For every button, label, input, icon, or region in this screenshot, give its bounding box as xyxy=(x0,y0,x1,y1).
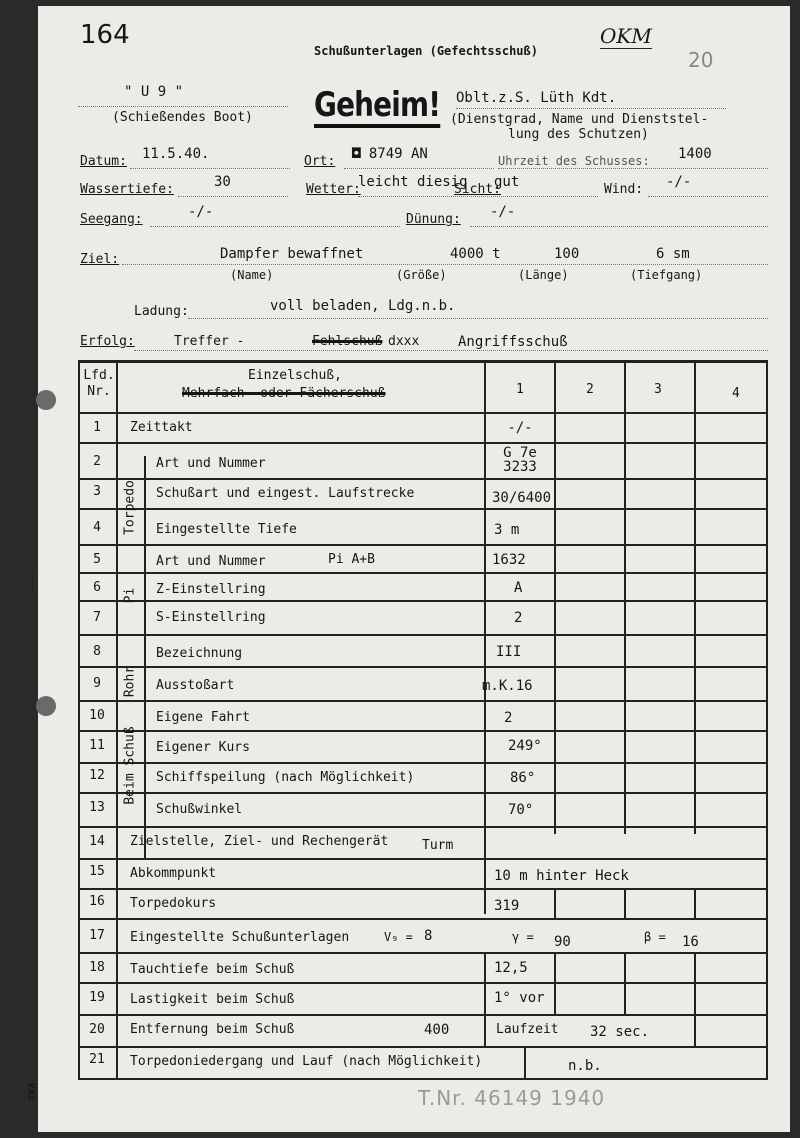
row20-laufzeit-label: Laufzeit xyxy=(496,1022,559,1037)
row-label: Schiffspeilung (nach Möglichkeit) xyxy=(156,770,415,785)
header-col-1: 1 xyxy=(516,382,524,397)
group-label-torpedo: Torpedo xyxy=(122,480,138,535)
value-col1: -/- xyxy=(507,420,533,436)
row21-divider xyxy=(524,1046,526,1080)
row2-line-lfd xyxy=(78,478,116,480)
table-right-border xyxy=(766,360,768,1080)
row-nr: 8 xyxy=(93,644,101,659)
value-col1: 12,5 xyxy=(494,960,528,976)
margin-tick xyxy=(32,572,33,592)
value-col1: 1632 xyxy=(492,552,526,568)
header-bottom-line xyxy=(78,412,768,414)
uhrzeit-label: Uhrzeit des Schusses: xyxy=(498,154,650,168)
row-label: Ausstoßart xyxy=(156,678,235,693)
row-nr: 2 xyxy=(93,454,101,469)
ziel-tiefgang: 6 sm xyxy=(656,246,690,262)
header-col-4: 4 xyxy=(732,386,740,401)
ziel-label: Ziel: xyxy=(80,252,120,267)
ziel-laenge: 100 xyxy=(554,246,580,262)
seegang-dots xyxy=(150,226,400,227)
row-nr: 19 xyxy=(89,990,105,1005)
row-nr: 21 xyxy=(89,1052,105,1067)
row17-beta-label: β = xyxy=(644,930,666,944)
row-label: Art und Nummer xyxy=(156,456,266,471)
row-label: S-Einstellring xyxy=(156,610,266,625)
row5-line xyxy=(78,572,768,574)
sicht-dots xyxy=(358,196,598,197)
sicht-value: gut xyxy=(494,174,520,190)
seegang-value: -/- xyxy=(188,204,214,220)
commander-dots xyxy=(456,108,726,109)
row-nr: 10 xyxy=(89,708,105,723)
row10-line xyxy=(78,730,768,732)
row14-line xyxy=(78,858,768,860)
document-sheet xyxy=(27,6,790,1132)
group-label-beim-schuss: Beim Schuß xyxy=(122,726,138,805)
row15-line xyxy=(78,888,768,890)
row-nr: 1 xyxy=(93,420,101,435)
ziel-groesse: 4000 t xyxy=(450,246,501,262)
row-label: Bezeichnung xyxy=(156,646,243,661)
row-label: Eingestellte Tiefe xyxy=(156,522,297,537)
row-nr: 15 xyxy=(89,864,105,879)
commander-caption-1: (Dienstgrad, Name und Dienststel- xyxy=(450,112,709,127)
ladung-value: voll beladen, Ldg.n.b. xyxy=(270,298,456,314)
row16-divider-3 xyxy=(694,888,696,918)
erfolg-label: Erfolg: xyxy=(80,334,135,349)
value-col1: 1° vor xyxy=(494,990,545,1006)
row-label: Eigene Fahrt xyxy=(156,710,250,725)
table-col-divider-lfd xyxy=(116,360,118,1080)
punch-hole-bottom xyxy=(36,696,56,716)
row3-line xyxy=(78,508,768,510)
header-col-3: 3 xyxy=(654,382,662,397)
row16-divider xyxy=(554,888,556,918)
ort-value: ◘ 8749 AN xyxy=(352,146,428,162)
secret-stamp: Geheim! xyxy=(314,86,440,128)
seegang-label: Seegang: xyxy=(80,212,143,227)
value-col1: 10 m hinter Heck xyxy=(494,868,629,884)
duenung-value: -/- xyxy=(490,204,516,220)
commander-value: Oblt.z.S. Lüth Kdt. xyxy=(456,90,617,106)
ort-label: Ort: xyxy=(304,154,336,169)
row-nr: 14 xyxy=(89,834,105,849)
value-col1: 2 xyxy=(504,710,513,726)
row-label: Schußwinkel xyxy=(156,802,243,817)
row-label: Eigener Kurs xyxy=(156,740,250,755)
value-col1: n.b. xyxy=(568,1058,602,1074)
row-nr: 18 xyxy=(89,960,105,975)
form-title: Schußunterlagen (Gefechtsschuß) xyxy=(314,44,538,58)
row17-beta-value: 16 xyxy=(682,934,699,950)
row17-gamma-value: 90 xyxy=(554,934,571,950)
value-col1: 319 xyxy=(494,898,520,914)
wassertiefe-value: 30 xyxy=(214,174,231,190)
row-nr: 3 xyxy=(93,484,101,499)
handwritten-mark: OKM xyxy=(600,24,652,48)
row-label: Art und Nummer xyxy=(156,554,266,569)
row-label: Torpedoniedergang und Lauf (nach Möglichkeit) xyxy=(130,1054,483,1069)
row-nr: 9 xyxy=(93,676,101,691)
wind-label: Wind: xyxy=(604,182,644,197)
punch-hole-top xyxy=(36,390,56,410)
boat-caption: (Schießendes Boot) xyxy=(112,110,253,125)
wassertiefe-label: Wassertiefe: xyxy=(80,182,174,197)
row-label: Entfernung beim Schuß xyxy=(130,1022,295,1037)
value-col1: 3 m xyxy=(494,522,520,538)
ladung-dots xyxy=(188,318,768,319)
row18-line xyxy=(78,982,768,984)
erfolg-xxx: dxxx xyxy=(388,334,420,349)
row-label: Lastigkeit beim Schuß xyxy=(130,992,295,1007)
row11-line xyxy=(78,762,768,764)
row20-line xyxy=(78,1046,768,1048)
value-col1: G 7e 3233 xyxy=(503,445,537,475)
row20-divider-1 xyxy=(484,1014,486,1046)
caption-tiefgang: (Tiefgang) xyxy=(630,268,703,282)
table-top-border xyxy=(78,360,768,363)
wetter-label: Wetter: xyxy=(306,182,361,197)
row-nr: 13 xyxy=(89,800,105,815)
value-col1: 70° xyxy=(508,802,534,818)
uhrzeit-dots xyxy=(498,168,768,169)
row12-line xyxy=(78,792,768,794)
row-label: Z-Einstellring xyxy=(156,582,266,597)
row-label: Schußart und eingest. Laufstrecke xyxy=(156,486,415,501)
row13-line xyxy=(78,826,768,828)
erfolg-dots xyxy=(134,350,768,351)
group-col-divider xyxy=(144,456,146,860)
page-number: 164 xyxy=(80,20,130,50)
row-nr: 6 xyxy=(93,580,101,595)
value-col1: 86° xyxy=(510,770,536,786)
row16-line xyxy=(78,918,768,920)
row-nr: 4 xyxy=(93,520,101,535)
header-einzelschuss-struck: Mehrfach- oder Fächerschuß xyxy=(182,386,386,401)
table-bottom-line xyxy=(78,1078,768,1080)
row4-line xyxy=(78,544,768,546)
caption-laenge: (Länge) xyxy=(518,268,569,282)
row-label: Abkommpunkt xyxy=(130,866,217,881)
header-lfd: Lfd. Nr. xyxy=(83,368,115,399)
ziel-name: Dampfer bewaffnet xyxy=(220,246,364,262)
row-nr: 12 xyxy=(89,768,105,783)
header-einzelschuss: Einzelschuß, xyxy=(248,368,342,383)
header-col-2: 2 xyxy=(586,382,594,397)
datum-value: 11.5.40. xyxy=(142,146,210,162)
row7-line xyxy=(78,634,768,636)
row-nr: 7 xyxy=(93,610,101,625)
sheet-number: 20 xyxy=(688,48,714,72)
row-nr: 20 xyxy=(89,1022,105,1037)
duenung-label: Dünung: xyxy=(406,212,461,227)
row20-divider-3 xyxy=(694,1014,696,1046)
row20-laufzeit-value: 32 sec. xyxy=(590,1024,650,1040)
wassertiefe-dots xyxy=(178,196,288,197)
caption-groesse: (Größe) xyxy=(396,268,447,282)
archive-stamp: T.Nr. 46149 1940 xyxy=(418,1086,606,1110)
row-nr: 11 xyxy=(89,738,105,753)
value-col1: 30/6400 xyxy=(492,490,552,506)
value-col1: A xyxy=(514,580,523,596)
row17-line xyxy=(78,952,768,954)
datum-label: Datum: xyxy=(80,154,127,169)
datum-dots xyxy=(130,168,290,169)
row-nr: 16 xyxy=(89,894,105,909)
row1-line xyxy=(78,442,768,444)
row17-v-label: V₉ = xyxy=(384,930,413,944)
row-nr: 5 xyxy=(93,552,101,567)
value-col1: m.K.16 xyxy=(482,678,533,694)
boat-value: " U 9 " xyxy=(124,84,184,100)
row-label: Tauchtiefe beim Schuß xyxy=(130,962,295,977)
duenung-dots xyxy=(470,226,768,227)
caption-name: (Name) xyxy=(230,268,274,282)
row9-line xyxy=(78,700,768,702)
row-extra: Turm xyxy=(422,838,454,853)
boat-dots xyxy=(78,106,288,107)
ladung-label: Ladung: xyxy=(134,304,189,319)
value-col1: 249° xyxy=(508,738,542,754)
row-label: Zeittakt xyxy=(130,420,193,435)
margin-text: TKA xyxy=(27,1082,39,1101)
row-label: Zielstelle, Ziel- und Rechengerät xyxy=(130,834,389,849)
group-label-pi: Pi xyxy=(122,587,138,604)
row-label: Torpedokurs xyxy=(130,896,217,911)
group-label-rohr: Rohr xyxy=(122,665,138,698)
wind-value: -/- xyxy=(666,174,692,190)
row-nr: 17 xyxy=(89,928,105,943)
wetter-value: leicht diesig xyxy=(358,174,468,190)
row19-line xyxy=(78,1014,768,1016)
row-label: Eingestellte Schußunterlagen xyxy=(130,930,350,945)
row2-line xyxy=(116,478,768,480)
row6-line xyxy=(78,600,768,602)
row16-divider-2 xyxy=(624,888,626,918)
uhrzeit-value: 1400 xyxy=(678,146,712,162)
sicht-label: Sicht: xyxy=(454,182,501,197)
row8-line xyxy=(78,666,768,668)
row17-v-value: 8 xyxy=(424,928,433,944)
row-extra: Pi A+B xyxy=(328,552,375,567)
value-col1: 2 xyxy=(514,610,523,626)
erfolg-struck: Fehlschuß xyxy=(312,334,383,349)
erfolg-value: Treffer - xyxy=(174,334,245,349)
value-col1: III xyxy=(496,644,522,660)
erfolg-type: Angriffsschuß xyxy=(458,334,568,350)
ort-dots xyxy=(344,168,494,169)
row17-gamma-label: γ = xyxy=(512,930,534,944)
wind-dots xyxy=(648,196,768,197)
row20-extra: 400 xyxy=(424,1022,450,1038)
ziel-dots xyxy=(122,264,768,265)
commander-caption-2: lung des Schutzen) xyxy=(508,127,649,142)
